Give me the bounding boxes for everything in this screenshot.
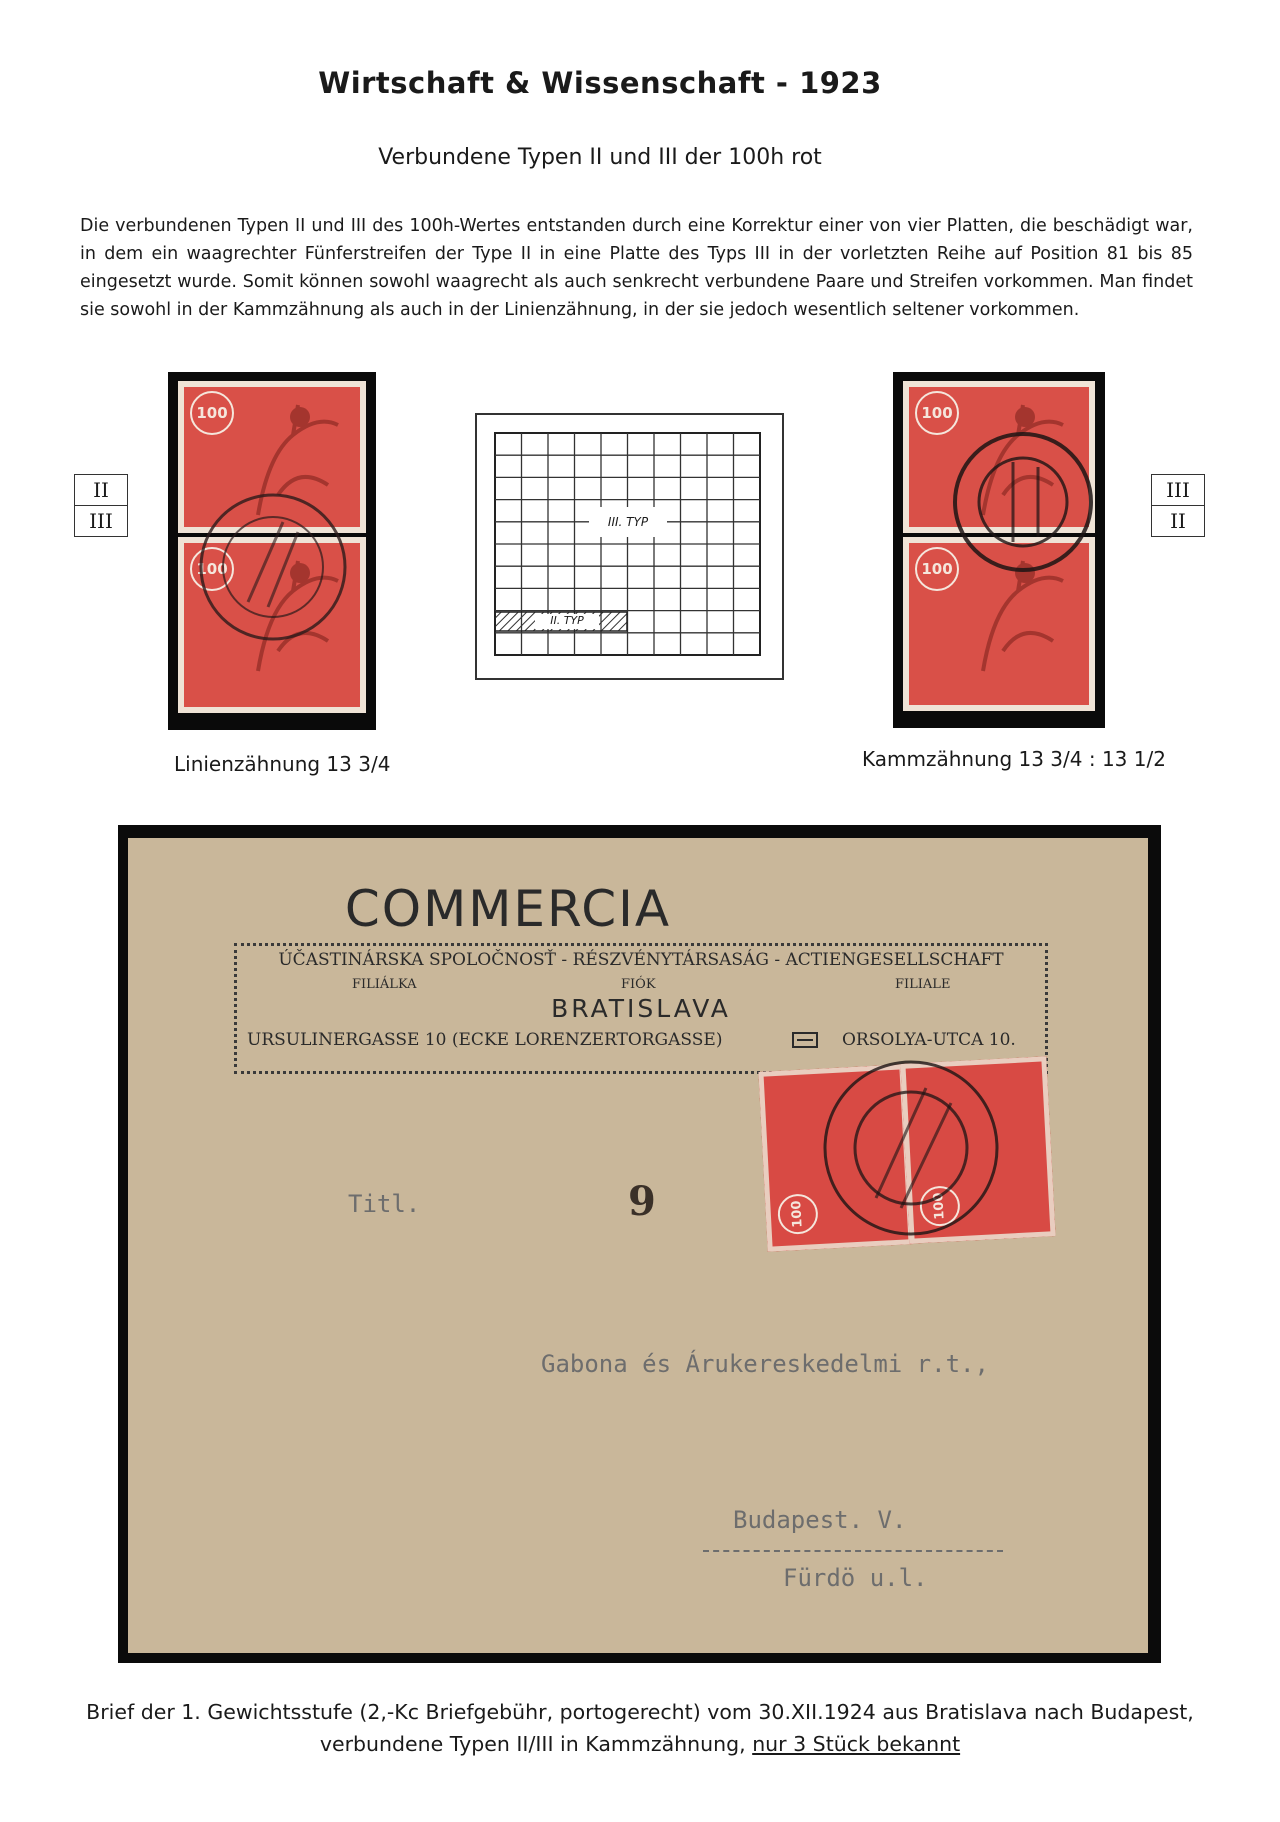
stamp-value: 100: [190, 547, 234, 591]
company-name: COMMERCIA: [344, 880, 672, 938]
stamp-value: 100: [777, 1193, 819, 1235]
footer-rarity-note: nur 3 Stück bekannt: [752, 1732, 961, 1756]
stamp-value: 100: [919, 1185, 961, 1227]
type-label-bottom: III: [75, 505, 127, 536]
footer-line1: Brief der 1. Gewichtsstufe (2,-Kc Briefgebühr, portogerecht) vom 30.XII.1924 aus Bratislava nach Budapest,: [86, 1700, 1194, 1724]
letterhead-sub-mid: FIÓK: [621, 977, 656, 992]
stamp-pair-right: [893, 372, 1105, 728]
plate-label-type3: III. TYP: [607, 515, 649, 529]
letterhead-line1: ÚČASTINÁRSKA SPOLOČNOSŤ - RÉSZVÉNYTÁRSASÁG - ACTIENGESELLSCHAFT: [278, 950, 1004, 970]
stamp-pair-left: [168, 372, 376, 730]
stamp-value: 100: [915, 547, 959, 591]
type-label-bottom: II: [1152, 505, 1204, 536]
page-title: Wirtschaft & Wissenschaft - 1923: [318, 66, 882, 100]
type-label-top: III: [1166, 478, 1190, 502]
addressee-name: Gabona és Árukereskedelmi r.t.,: [541, 1350, 989, 1378]
letterhead-city: BRATISLAVA: [551, 994, 731, 1023]
footer-line2: [70, 1728, 1210, 1760]
cover-description: [70, 1696, 1210, 1760]
plate-grid: [477, 415, 782, 678]
caption-left: Linienzähnung 13 3/4: [174, 752, 391, 776]
type-label-top: II: [93, 478, 109, 502]
letterhead-address-right: ORSOLYA-UTCA 10.: [842, 1030, 1016, 1050]
type-indicator-right: [1151, 474, 1205, 537]
handwritten-mark: 9: [628, 1178, 656, 1225]
type-indicator-left: [74, 474, 128, 537]
letterhead-sub-left: FILIÁLKA: [352, 977, 417, 992]
intro-paragraph: Die verbundenen Typen II und III des 100h-Wertes entstanden durch eine Korrektur einer von vier Platten, die beschädigt war, in dem ein waagrechter Fünferstreifen der Type II in eine Platte des Typs III in der vorletzten Reihe auf Position 81 bis 85 eingesetzt wurde. Somit können sowohl waagrecht als auch senkrecht verbundene Paare und Streifen vorkommen. Man findet sie sowohl in der Kammzähnung als auch in der Linienzähnung, in der sie jedoch wesentlich seltener vorkommen.: [80, 216, 1193, 320]
cover-envelope: [128, 838, 1148, 1653]
postmark-icon: [943, 422, 1103, 582]
stamp-value: 100: [190, 391, 234, 435]
plate-label-type2: II. TYP: [550, 614, 584, 627]
addressee-city: Budapest. V.: [733, 1506, 907, 1534]
plate-diagram: [475, 413, 784, 680]
letterhead-address-left: URSULINERGASSE 10 (ECKE LORENZERTORGASSE): [247, 1030, 723, 1050]
postmark-icon: [188, 482, 358, 652]
addressee-title: Titl.: [348, 1190, 421, 1218]
telephone-icon: [792, 1032, 818, 1048]
address-divider: [703, 1550, 1003, 1552]
cover-postmark-icon: [816, 1048, 1006, 1248]
letterhead-sub-right: FILIALE: [895, 977, 951, 992]
stamp-value: 100: [915, 391, 959, 435]
caption-right: Kammzähnung 13 3/4 : 13 1/2: [862, 747, 1166, 771]
addressee-street: Fürdö u.l.: [783, 1564, 928, 1592]
footer-line2-text: verbundene Typen II/III in Kammzähnung,: [319, 1732, 746, 1756]
page-subtitle: Verbundene Typen II und III der 100h rot: [378, 145, 822, 170]
